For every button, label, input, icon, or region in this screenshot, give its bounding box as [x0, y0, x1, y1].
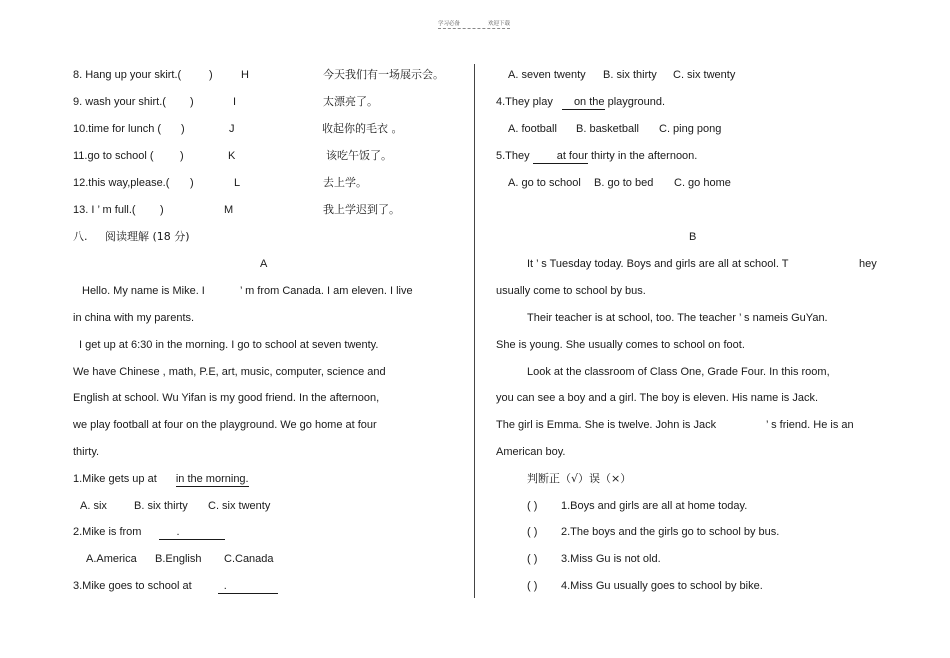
- question-options: [508, 176, 731, 190]
- matching-cn: 今天我们有一场展示会。: [323, 68, 444, 81]
- matching-en: 12.this way,please.(: [73, 177, 170, 189]
- passage-a-line: I get up at 6:30 in the morning. I go to school at seven twenty.: [79, 339, 379, 351]
- matching-cn: 收起你的毛衣 。: [322, 122, 403, 135]
- passage-a-line: English at school. Wu Yifan is my good friend. In the afternoon,: [73, 392, 380, 404]
- header-right: 欢迎下载: [487, 21, 510, 27]
- matching-row: [73, 203, 400, 217]
- passage-a-line: in china with my parents.: [73, 312, 195, 324]
- answer-blank: [218, 579, 278, 594]
- question-stem: [73, 525, 225, 540]
- matching-paren: ): [180, 150, 184, 162]
- section-heading: [73, 230, 190, 244]
- matching-paren: ): [190, 96, 194, 108]
- passage-b-line: She is young. She usually comes to school on foot.: [496, 339, 745, 351]
- judge-text: 2.The boys and the girls go to school by bus.: [561, 526, 780, 538]
- question-text: 4.They play: [496, 96, 553, 108]
- passage-b-line: ’ s friend. He is an: [766, 419, 854, 431]
- option: A. six: [80, 500, 107, 512]
- passage-b-line: American boy.: [496, 446, 566, 458]
- option: A.America: [86, 553, 137, 565]
- question-options: [508, 122, 722, 136]
- matching-en: 13. I ’ m full.(: [73, 204, 136, 216]
- judge-item: [527, 525, 780, 539]
- question-stem: [73, 579, 278, 594]
- option: B. go to bed: [594, 177, 654, 189]
- judge-paren: ( ): [527, 526, 538, 538]
- passage-b-line: hey: [859, 258, 877, 270]
- option: A. go to school: [508, 177, 581, 189]
- question-options: [86, 552, 274, 566]
- question-stem: [496, 95, 665, 110]
- question-stem: [496, 149, 697, 164]
- option: B. six thirty: [603, 69, 657, 81]
- judge-paren: ( ): [527, 553, 538, 565]
- judge-item: [527, 579, 763, 593]
- matching-cn: 我上学迟到了。: [323, 203, 400, 216]
- option: C.Canada: [224, 553, 274, 565]
- matching-row: [73, 122, 403, 136]
- question-text: 1.Mike gets up at: [73, 473, 157, 485]
- matching-letter: I: [233, 96, 237, 108]
- answer-mark: .: [176, 526, 180, 538]
- answer-underline: at four: [533, 149, 588, 164]
- passage-b-line: usually come to school by bus.: [496, 285, 646, 297]
- section-number: 八.: [73, 230, 88, 243]
- option: C. six twenty: [673, 69, 736, 81]
- matching-en: 8. Hang up your skirt.(: [73, 69, 182, 81]
- matching-paren: ): [160, 204, 164, 216]
- option: C. ping pong: [659, 123, 722, 135]
- answer-blank: [159, 525, 225, 540]
- matching-letter: K: [228, 150, 236, 162]
- passage-a-line: thirty.: [73, 446, 100, 458]
- option: B. six thirty: [134, 500, 188, 512]
- matching-row: [73, 176, 367, 190]
- matching-cn: 该吃午饭了。: [326, 149, 392, 162]
- answer-underline: in the morning.: [175, 473, 249, 485]
- question-options: [80, 499, 271, 513]
- judge-text: 4.Miss Gu usually goes to school by bike.: [561, 580, 763, 592]
- matching-paren: ): [181, 123, 185, 135]
- passage-b-line: The girl is Emma. She is twelve. John is Jack: [496, 419, 717, 431]
- option: A. seven twenty: [508, 69, 586, 81]
- matching-letter: H: [241, 69, 249, 81]
- passage-a-line: Hello. My name is Mike. I: [82, 285, 205, 297]
- matching-cn: 去上学。: [323, 176, 367, 189]
- passage-b-line: It ’ s Tuesday today. Boys and girls are all at school. T: [527, 258, 789, 270]
- question-text: 2.Mike is from: [73, 526, 142, 538]
- matching-row: [73, 149, 392, 163]
- judge-item: [527, 499, 748, 513]
- page-header: [438, 19, 510, 29]
- answer-underline: on the: [562, 95, 605, 110]
- question-stem: [73, 472, 249, 487]
- question-text: 3.Mike goes to school at: [73, 580, 192, 592]
- matching-letter: L: [234, 177, 241, 189]
- question-tail: thirty in the afternoon.: [590, 150, 698, 162]
- option: A. football: [508, 123, 557, 135]
- matching-paren: ): [209, 69, 213, 81]
- matching-letter: J: [229, 123, 235, 135]
- judge-paren: ( ): [527, 580, 538, 592]
- question-text: 5.They: [496, 150, 530, 162]
- judge-paren: ( ): [527, 500, 538, 512]
- matching-en: 10.time for lunch (: [73, 123, 162, 135]
- passage-b-line: you can see a boy and a girl. The boy is eleven. His name is Jack.: [496, 392, 819, 404]
- passage-a-line: We have Chinese , math, P.E, art, music, computer, science and: [73, 366, 386, 378]
- column-divider: [474, 64, 475, 598]
- option: C. go home: [674, 177, 731, 189]
- passage-a-line: ’ m from Canada. I am eleven. I live: [240, 285, 413, 297]
- answer-mark: .: [223, 580, 227, 592]
- matching-paren: ): [190, 177, 194, 189]
- passage-b-label: B: [689, 231, 697, 243]
- passage-b-line: Look at the classroom of Class One, Grade Four. In this room,: [527, 366, 830, 378]
- matching-row: [73, 95, 378, 109]
- judge-item: [527, 552, 661, 566]
- judge-title: 判断正（√）误（×）: [527, 472, 632, 485]
- judge-text: 1.Boys and girls are all at home today.: [561, 500, 748, 512]
- section-title: 阅读理解 (18 分): [105, 230, 190, 243]
- question-tail: playground.: [607, 96, 666, 108]
- option: C. six twenty: [208, 500, 271, 512]
- judge-text: 3.Miss Gu is not old.: [561, 553, 661, 565]
- header-left: 学习必备: [438, 21, 461, 27]
- passage-a-label: A: [260, 258, 268, 270]
- passage-b-line: Their teacher is at school, too. The teacher ’ s nameis GuYan.: [527, 312, 828, 324]
- option: B. basketball: [576, 123, 639, 135]
- matching-cn: 太漂亮了。: [323, 95, 378, 108]
- matching-en: 11.go to school (: [73, 150, 154, 162]
- matching-letter: M: [224, 204, 234, 216]
- matching-row: [73, 68, 444, 82]
- option: B.English: [155, 553, 202, 565]
- passage-a-line: we play football at four on the playground. We go home at four: [73, 419, 377, 431]
- matching-en: 9. wash your shirt.(: [73, 96, 166, 108]
- question-options: [508, 68, 736, 82]
